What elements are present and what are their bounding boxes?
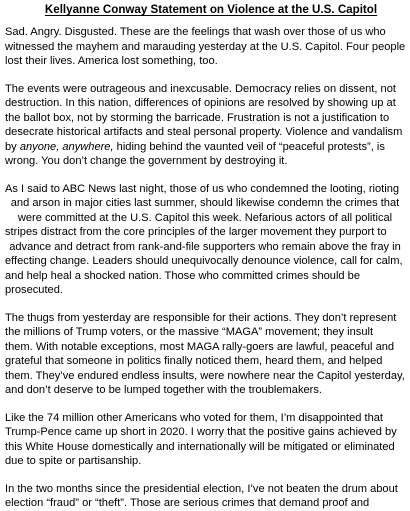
- text-line: this White House domestically and internationally will be mitigated or eliminated: [5, 440, 395, 453]
- text-line: stripes distract from the core principles of the larger movement they purport to: [5, 226, 387, 238]
- paragraph-abc-news: [5, 182, 405, 298]
- text-line: the millions of Trump voters, or the massive “MAGA” movement; they insult: [5, 326, 374, 338]
- text-line: Sad. Angry. Disgusted. These are the feelings that wash over those of us who: [5, 26, 386, 38]
- text-line: and help heal a shocked nation. Those who committed crimes should be: [5, 269, 361, 282]
- text-line: prosecuted.: [5, 284, 63, 296]
- text-line: them. They’ve endured endless insults, were nowhere near the Capitol yesterday,: [5, 369, 405, 382]
- text-line: Like the 74 million other Americans who voted for them, I’m disappointed that: [5, 411, 384, 424]
- text-line: effecting change. Leaders should unequivocally denounce violence, call for calm,: [5, 255, 403, 267]
- text-run: hiding behind the vaunted veil of “peaceful protests”, is: [116, 140, 385, 153]
- text-line: witnessed the mayhem and marauding yesterday at the U.S. Capitol. Four people: [5, 40, 406, 53]
- text-line: advance and detract from rank-and-file supporters who remain above the fray in: [9, 240, 401, 253]
- text-line: and don’t deserve to be lumped together with the troublemakers.: [5, 384, 322, 396]
- text-line: In the two months since the presidential election, I’ve not beaten the drum about: [5, 482, 398, 495]
- paragraph-election: [5, 482, 405, 511]
- text-line: The events were outrageous and inexcusable. Democracy relies on dissent, not: [5, 82, 396, 95]
- emphasis-text: anyone, anywhere,: [19, 140, 114, 153]
- text-line: them. With notable exceptions, most MAGA rally-goers are lawful, peaceful and: [5, 340, 395, 353]
- text-line: were committed at the U.S. Capitol this week. Nefarious actors of all political: [17, 211, 393, 224]
- text-line: As I said to ABC News last night, those of us who condemned the looting, rioting: [5, 182, 400, 195]
- text-line: due to spite or partisanship.: [5, 455, 142, 467]
- text-line: Trump-Pence came up short in 2020. I worry that the positive gains achieved by: [5, 426, 397, 438]
- text-run: by: [5, 140, 17, 153]
- paragraph-thugs: [5, 311, 405, 398]
- text-line: lost their lives. America lost something, too.: [5, 55, 218, 67]
- paragraph-voters: [5, 411, 405, 469]
- text-line: the ballot box, not by storming the barricade. Frustration is not a justification to: [5, 111, 390, 124]
- text-line: grateful that someone in politics finally noticed them, heard them, and helped: [5, 355, 383, 367]
- text-line: The thugs from yesterday are responsible for their actions. They don’t represent: [5, 311, 397, 324]
- paragraph-events: [5, 82, 405, 169]
- text-line: destruction. In this nation, differences of opinions are resolved by showing up at: [5, 97, 396, 109]
- text-line: election “fraud” or “theft”. Those are serious crimes that demand proof and: [5, 497, 370, 509]
- document-title: Kellyanne Conway Statement on Violence at the U.S. Capitol: [44, 3, 378, 16]
- paragraph-feelings: [5, 25, 405, 69]
- text-line: desecrate historical artifacts and steal personal property. Violence and vandalism: [5, 126, 403, 138]
- text-line: wrong. You don’t change the government by destroying it.: [5, 155, 288, 167]
- text-line: and arson in major cities last summer, should likewise condemn the crimes that: [10, 197, 400, 209]
- text-line-mixed: [5, 140, 405, 155]
